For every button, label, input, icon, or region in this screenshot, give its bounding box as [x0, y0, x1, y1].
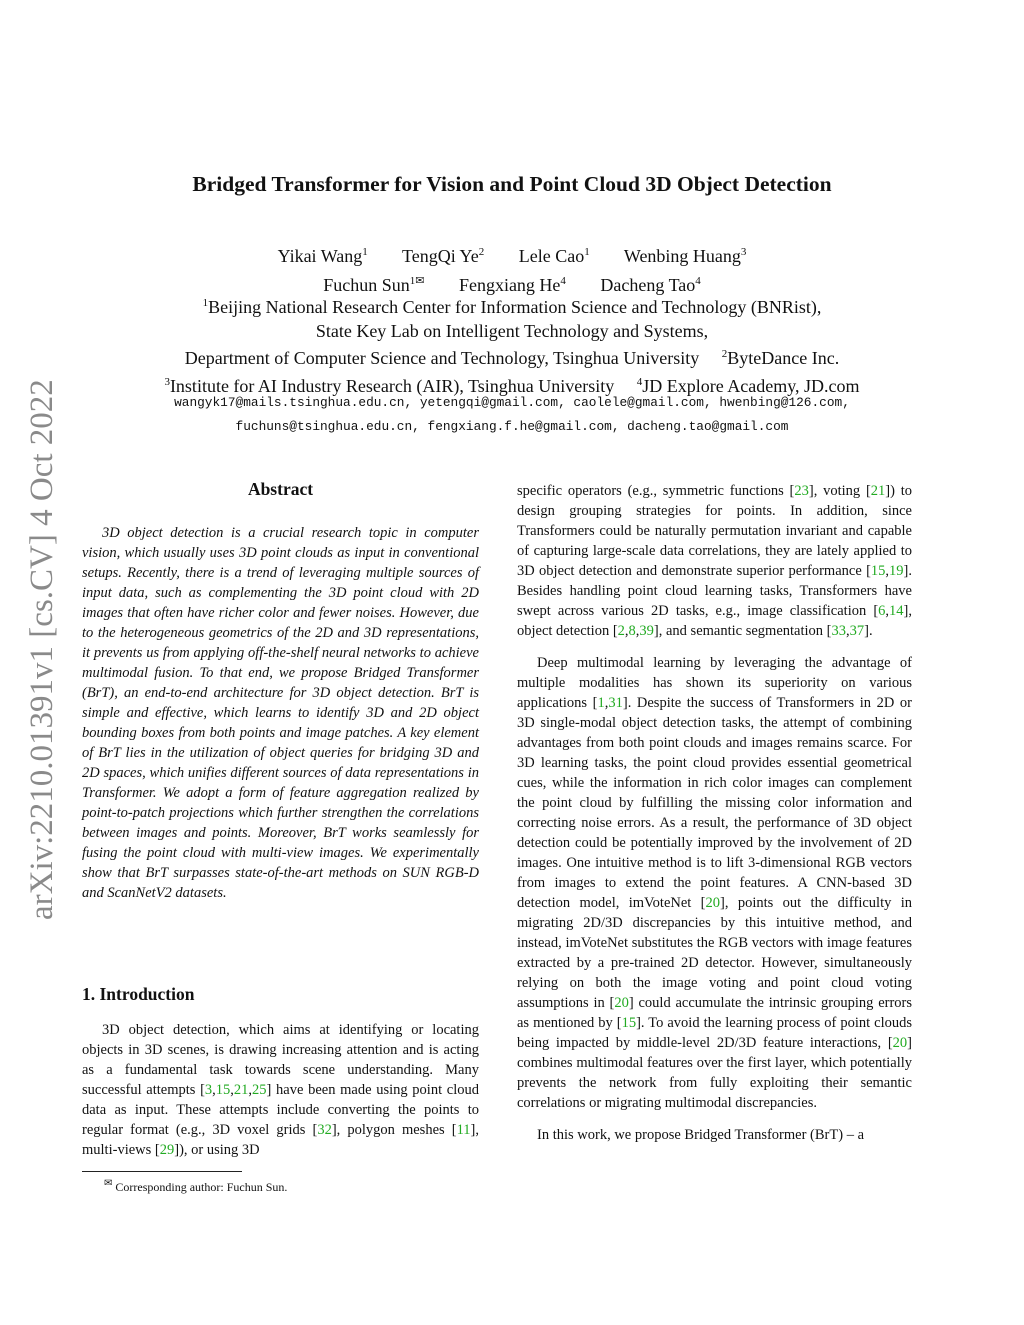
- author-name: Fengxiang He: [458, 275, 561, 295]
- citation-link[interactable]: 31: [608, 695, 623, 711]
- email-line: fuchuns@tsinghua.edu.cn, fengxiang.f.he@gmail.com, dacheng.tao@gmail.com: [235, 419, 789, 434]
- author-name: Lele Cao: [518, 246, 585, 266]
- text-run: ].: [864, 623, 873, 639]
- affiliation-mark: 1: [202, 297, 209, 309]
- text-run: ] have been made using point cloud data as input. These attempts include converting the points to regular format (e.g., 3D voxel grids [: [82, 1082, 479, 1138]
- citation-link[interactable]: 20: [614, 995, 629, 1011]
- text-run: ]) to design grouping strategies for points. In addition, since Transformers could be naturally permutation invariant and capable of capturing large-scale data correlations, they are lately applied to 3D object detection and demonstrate superior performance [: [517, 483, 913, 579]
- affiliation-text: Beijing National Research Center for Information Science and Technology (BNRist),: [208, 297, 822, 317]
- citation-link[interactable]: 20: [892, 1035, 908, 1051]
- affiliation-line: [0, 292, 1024, 320]
- citation-link[interactable]: 20: [705, 895, 721, 911]
- author-row-1: [0, 240, 1024, 269]
- footnote-rule: [82, 1171, 242, 1172]
- citation-link[interactable]: 6: [878, 603, 886, 619]
- author-name: TengQi Ye: [401, 246, 479, 266]
- text-run: ], voting [: [808, 483, 871, 499]
- footnote-text: Corresponding author: Fuchun Sun.: [115, 1180, 288, 1194]
- text-run: ]), or using 3D: [174, 1142, 260, 1158]
- citation-link[interactable]: 39: [639, 623, 654, 639]
- citation-link[interactable]: 29: [159, 1142, 175, 1158]
- section-heading-introduction: 1. Introduction: [82, 984, 195, 1004]
- email-line: wangyk17@mails.tsinghua.edu.cn, yetengqi@gmail.com, caolele@gmail.com, hwenbing@126.com,: [174, 395, 850, 410]
- citation-link[interactable]: 33: [831, 623, 846, 639]
- text-run: ] could accumulate the intrinsic grouping errors as mentioned by [: [517, 995, 913, 1031]
- text-run: ], multi-views [: [82, 1122, 479, 1158]
- author-affiliation-mark: 1✉: [409, 275, 425, 287]
- affiliation-text: ByteDance Inc.: [727, 348, 840, 368]
- affiliation-mark: 4: [636, 375, 643, 388]
- paragraph: 3D object detection, which aims at identifying or locating objects in 3D scenes, is drawing increasing attention and is acting as a fundamental task towards scene understanding. Many successful attempts [3,15,21,25] have been made using point cloud data as input. These attempts include converting the points to regular format (e.g., 3D voxel grids [32], polygon meshes [11], multi-views [29]), or using 3D: [82, 1022, 479, 1158]
- text-run: ]. Besides handling point cloud learning tasks, Transformers have swept across various 2D tasks, e.g., image classification [: [517, 563, 912, 619]
- citation-link[interactable]: 15: [870, 563, 886, 579]
- text-run: ]. To avoid the learning process of point clouds being impacted by middle-level 2D/3D feature interactions, [: [517, 1015, 912, 1051]
- text-run: ], and semantic segmentation [: [653, 623, 832, 639]
- abstract-body: [82, 523, 479, 903]
- envelope-icon: ✉: [104, 1178, 113, 1189]
- citation-link[interactable]: 32: [317, 1122, 332, 1138]
- author-affiliation-mark: 3: [740, 246, 747, 258]
- author-name: Yikai Wang: [277, 246, 363, 266]
- affiliation-mark: 3: [164, 375, 170, 388]
- right-column-body: [517, 481, 912, 1145]
- affiliation-text: Department of Computer Science and Technology, Tsinghua University: [184, 348, 700, 368]
- paper-title: Bridged Transformer for Vision and Point Cloud 3D Object Detection: [192, 172, 832, 196]
- footnote: [104, 1178, 287, 1195]
- text-run: Deep multimodal learning by leveraging the advantage of multiple modalities has shown its superiority on various applications [: [517, 655, 912, 711]
- author-affiliation-mark: 1: [584, 246, 590, 258]
- affiliation-mark: 2: [721, 348, 728, 360]
- text-run: ] combines multimodal features over the first layer, which potentially prevents the network from fully exploiting their semantic correlations or migrating multimodal discrepancies.: [517, 1035, 912, 1111]
- text-run: ], object detection [: [517, 603, 912, 639]
- citation-link[interactable]: 8: [628, 623, 636, 639]
- text-run: specific operators (e.g., symmetric functions [: [517, 483, 795, 499]
- text-run: ], polygon meshes [: [331, 1122, 457, 1138]
- affiliation-text: Institute for AI Industry Research (AIR), Tsinghua University: [169, 375, 615, 396]
- author-affiliation-mark: 4: [560, 275, 566, 287]
- author-name: Fuchun Sun: [323, 275, 410, 295]
- affiliations: [0, 292, 1024, 398]
- affiliation-line: [0, 343, 1024, 371]
- paragraph: Deep multimodal learning by leveraging the advantage of multiple modalities has shown its superiority on various applications [1,31]. Despite the success of Transformers in 2D or 3D single-modal object detection tasks, the attempt of combining advantages from both point clouds and images remains scarce. For 3D learning tasks, the point cloud provides essential geometrical cues, while the information in rich color images can complement the point cloud by fulfilling the missing color information and correcting noise errors. As a result, the performance of 3D object detection could be potentially improved by the involvement of 2D images. One intuitive method is to lift 3-dimensional RGB vectors from images to extend the point features. A CNN-based 3D detection model, imVoteNet [20], points out the difficulty in migrating 2D/3D discrepancies by this intuitive method, and instead, imVoteNet substitutes the RGB vectors with image features extracted by a pre-trained 2D detector. However, simultaneously relying on both the image voting and point cloud voting assumptions in [20] could accumulate the intrinsic grouping errors as mentioned by [15]. To avoid the learning process of point clouds being impacted by middle-level 2D/3D feature interactions, [20] combines multimodal features over the first layer, which potentially prevents the network from fully exploiting their semantic correlations or migrating multimodal discrepancies.: [517, 655, 913, 1111]
- paragraph: specific operators (e.g., symmetric functions [23], voting [21]) to design grouping strategies for points. In addition, since Transformers could be naturally permutation invariant and capable of capturing large-scale data correlations, they are lately applied to 3D object detection and demonstrate superior performance [15,19]. Besides handling point cloud learning tasks, Transformers have swept across various 2D tasks, e.g., image classification [6,14], object detection [2,8,39], and semantic segmentation [33,37].: [517, 483, 913, 639]
- author-affiliation-mark: 1: [362, 246, 368, 258]
- author-affiliation-mark: 2: [478, 246, 485, 258]
- citation-link[interactable]: 21: [233, 1082, 249, 1098]
- introduction-body: [82, 1020, 479, 1160]
- author-affiliation-mark: 4: [695, 275, 701, 287]
- affiliation-line: State Key Lab on Intelligent Technology and Systems,: [315, 320, 709, 341]
- author-name: Wenbing Huang: [623, 246, 741, 266]
- citation-link[interactable]: 19: [889, 563, 904, 579]
- arxiv-identifier: arXiv:2210.01391v1 [cs.CV] 4 Oct 2022: [24, 379, 60, 921]
- text-run: 3D object detection, which aims at identifying or locating objects in 3D scenes, is drawing increasing attention and is acting as a fundamental task towards scene understanding. Many successful attempts [: [82, 1022, 479, 1098]
- citation-link[interactable]: 23: [794, 483, 809, 499]
- citation-link[interactable]: 15: [621, 1015, 637, 1031]
- paragraph: In this work, we propose Bridged Transformer (BrT) – a: [537, 1127, 865, 1143]
- affiliation-text: JD Explore Academy, JD.com: [642, 375, 860, 396]
- citation-link[interactable]: 15: [215, 1082, 231, 1098]
- text-run: ], points out the difficulty in migrating 2D/3D discrepancies by this intuitive method, and instead, imVoteNet substitutes the RGB vectors with image features extracted by a pre-trained 2D detector. However, simultaneously relying on both the image voting and point cloud voting assumptions in [: [517, 895, 912, 1011]
- citation-link[interactable]: 2: [617, 623, 625, 639]
- abstract-text: 3D object detection is a crucial research topic in computer vision, which usually uses 3D point clouds as input in conventional setups. Recently, there is a trend of leveraging multiple sources of input data, such as complementing the 3D point cloud with 2D images that often have richer color and fewer noises. However, due to the heterogeneous geometrics of the 2D and 3D representations, it prevents us from applying off-the-shelf neural networks to achieve multimodal fusion. To that end, we propose Bridged Transformer (BrT), an end-to-end architecture for 3D object detection. BrT is simple and effective, which learns to identify 3D and 2D object bounding boxes from both points and image patches. A key element of BrT lies in the utilization of object queries for bridging 3D and 2D spaces, which unifies different sources of data representations in Transformer. We adopt a form of feature aggregation realized by point-to-patch projections which further strengthen the correlations between images and points. Moreover, BrT works seamlessly for fusing the point cloud with multi-view images. We experimentally show that BrT surpasses state-of-the-art methods on SUN RGB-D and ScanNetV2 datasets.: [82, 525, 479, 901]
- author-list: [0, 240, 1024, 298]
- citation-link[interactable]: 25: [252, 1082, 267, 1098]
- citation-link[interactable]: 14: [889, 603, 904, 619]
- citation-link[interactable]: 11: [456, 1122, 471, 1138]
- author-name: Dacheng Tao: [600, 275, 696, 295]
- citation-link[interactable]: 37: [849, 623, 865, 639]
- email-list: [0, 391, 1024, 439]
- citation-link[interactable]: 3: [204, 1082, 213, 1098]
- citation-link[interactable]: 21: [870, 483, 886, 499]
- citation-link[interactable]: 1: [597, 695, 605, 711]
- abstract-heading: Abstract: [247, 479, 314, 499]
- text-run: ]. Despite the success of Transformers in 2D or 3D single-modal object detection tasks, the attempt of combining advantages from both point clouds and images remains scarce. For 3D learning tasks, the point cloud provides essential geometrical cues, while the information in rich color images can complement the point cloud by fulfilling the missing color information and correcting noise errors. As a result, the performance of 3D object detection could be potentially improved by the involvement of 2D images. One intuitive method is to lift 3-dimensional RGB vectors from images to extend the point features. A CNN-based 3D detection model, imVoteNet [: [517, 695, 912, 911]
